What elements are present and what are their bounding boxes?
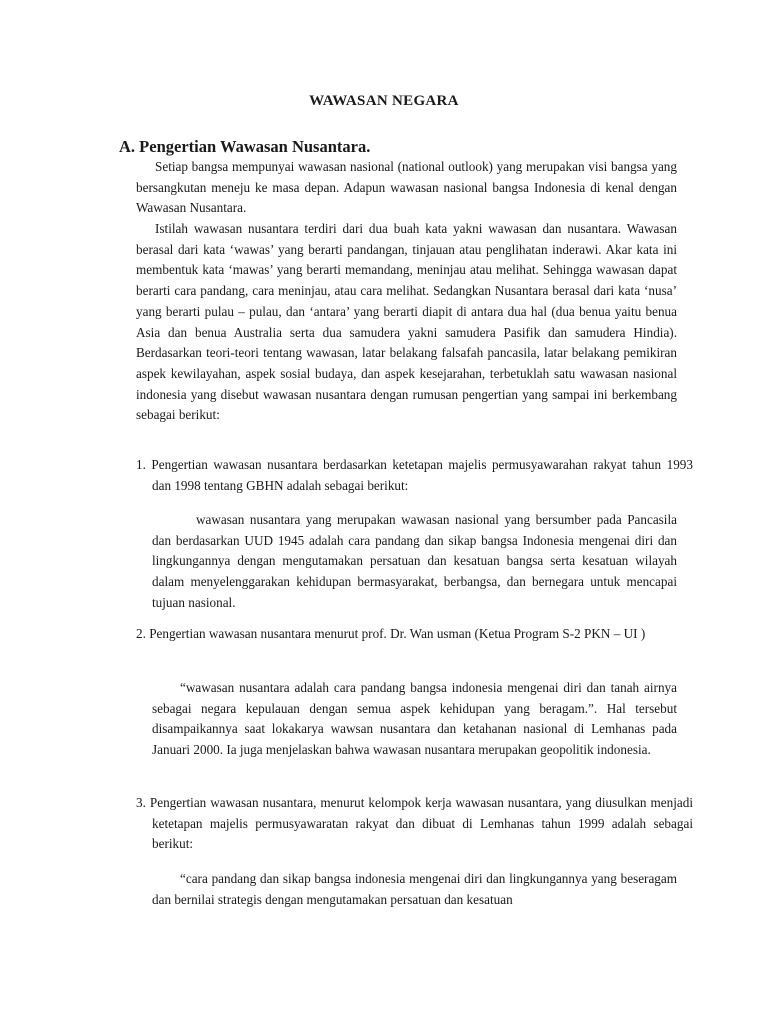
intro-paragraph-2: Istilah wawasan nusantara terdiri dari dua buah kata yakni wawasan dan nusantara. Wawasan berasal dari kata ‘wawas’ yang berarti pandangan, tinjauan atau penglihatan inderawi. Akar kata ini membentuk kata ‘mawas’ yang berarti memandang, meninjau atau melihat. Sehingga wawasan dapat berarti cara pandang, cara meninjau, atau cara melihat. Sedangkan Nusantara berasal dari kata ‘nusa’ yang berarti pulau – pulau, dan ‘antara’ yang berarti diapit di antara dua hal (dua benua yaitu benua Asia dan benua Australia serta dua samudera yakni samudera Pasifik dan samudera Hindia). Berdasarkan teori-teori tentang wawasan, latar belakang falsafah pancasila, latar belakang pemikiran aspek kewilayahan, aspek sosial budaya, dan aspek kesejarahan, terbetuklah satu wawasan nasional indonesia yang disebut wawasan nusantara dengan rumusan pengertian yang sampai ini berkembang sebagai berikut: [136, 221, 677, 423]
list-item-2: 2. Pengertian wawasan nusantara menurut prof. Dr. Wan usman (Ketua Program S-2 PKN – UI ) [136, 626, 646, 641]
list-item-3-quote: “cara pandang dan sikap bangsa indonesia mengenai diri dan lingkungannya yang beseragam dan bernilai strategis dengan mengutamakan persatuan dan kesatuan [152, 871, 677, 907]
section-heading: A. Pengertian Wawasan Nusantara. [119, 137, 371, 156]
document-title: WAWASAN NEGARA [309, 93, 459, 109]
list-item-1: 1. Pengertian wawasan nusantara berdasarkan ketetapan majelis permusyawarahan rakyat tahun 1993 dan 1998 tentang GBHN adalah sebagai berikut: [136, 457, 693, 493]
list-item-2-quote: “wawasan nusantara adalah cara pandang bangsa indonesia mengenai diri dan tanah airnya sebagai negara kepulauan dengan semua aspek kehidupan yang beragam.”. Hal tersebut disampaikannya saat lokakarya wawsan nusantara dan ketahanan nasional di Lemhanas pada Januari 2000. Ia juga menjelaskan bahwa wawasan nusantara merupakan geopolitik indonesia. [152, 680, 677, 758]
list-item-1-quote: wawasan nusantara yang merupakan wawasan nasional yang bersumber pada Pancasila dan berdasarkan UUD 1945 adalah cara pandang dan sikap bangsa Indonesia mengenai diri dan lingkungannya dengan mengutamakan persatuan dan kesatuan bangsa serta kesatuan wilayah dalam menyelenggarakan kehidupan bermasyarakat, berbangsa, dan bernegara untuk mencapai tujuan nasional. [152, 512, 677, 610]
list-item-3: 3. Pengertian wawasan nusantara, menurut kelompok kerja wawasan nusantara, yang diusulkan menjadi ketetapan majelis permusyawaratan rakyat dan dibuat di Lemhanas tahun 1999 adalah sebagai berikut: [136, 795, 693, 852]
intro-paragraph-1: Setiap bangsa mempunyai wawasan nasional (national outlook) yang merupakan visi bangsa yang bersangkutan meneju ke masa depan. Adapun wawasan nasional bangsa Indonesia di kenal dengan Wawasan Nusantara. [136, 159, 677, 216]
